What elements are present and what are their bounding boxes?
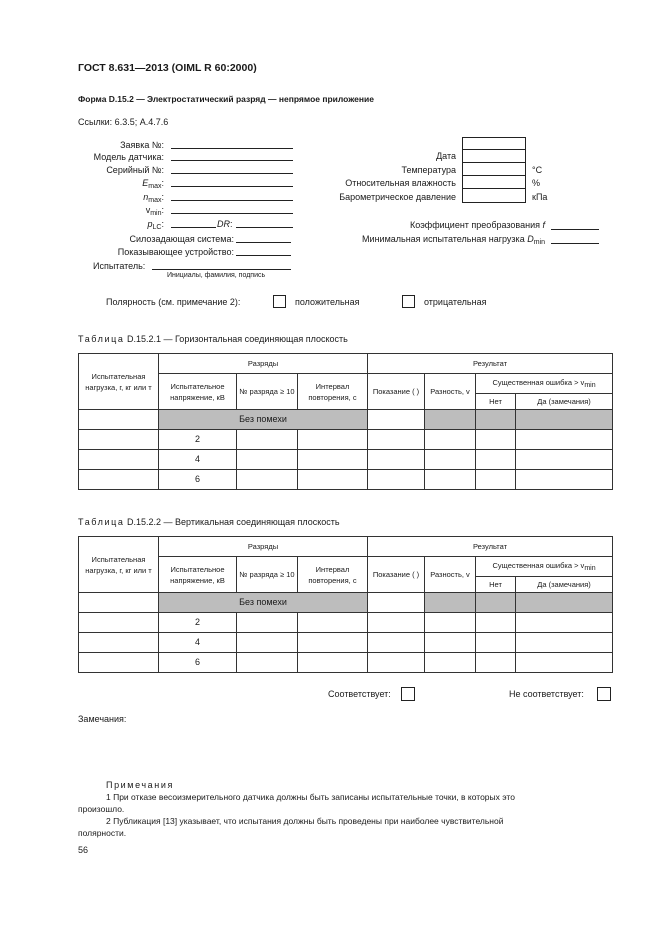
tester-field[interactable] bbox=[152, 269, 291, 270]
table1-cell[interactable] bbox=[79, 470, 159, 490]
table1-cell[interactable] bbox=[476, 430, 516, 450]
table1-cell[interactable] bbox=[237, 470, 298, 490]
table1-cell-gray bbox=[476, 410, 516, 430]
tester-caption: Инициалы, фамилия, подпись bbox=[167, 272, 266, 279]
references: Ссылки: 6.3.5; A.4.7.6 bbox=[78, 117, 169, 127]
table1-col-reading: Показание ( ) bbox=[368, 374, 425, 410]
note-1-line-2: произошло. bbox=[78, 804, 125, 814]
table1-cell[interactable] bbox=[368, 430, 425, 450]
emax-field[interactable] bbox=[171, 186, 293, 187]
table1-cell[interactable] bbox=[425, 450, 476, 470]
table2 bbox=[78, 536, 613, 673]
table2-cell[interactable] bbox=[425, 653, 476, 673]
coefficient-label: Коэффициент преобразования f bbox=[409, 220, 545, 230]
table2-cell[interactable] bbox=[516, 633, 613, 653]
table2-cell[interactable] bbox=[425, 613, 476, 633]
tester-label: Испытатель: bbox=[93, 261, 146, 271]
force-system-label: Силозадающая система: bbox=[129, 234, 234, 244]
table1-cell[interactable] bbox=[425, 470, 476, 490]
table2-col-interval: Интервал повторения, с bbox=[298, 557, 368, 593]
table-row bbox=[79, 450, 613, 470]
table2-cell-gray bbox=[425, 593, 476, 613]
table-row bbox=[79, 613, 613, 633]
table2-col-difference: Разность, v bbox=[425, 557, 476, 593]
table1-cell[interactable] bbox=[516, 450, 613, 470]
table2-voltage-value: 4 bbox=[159, 633, 237, 653]
note-2-line-2: полярности. bbox=[78, 828, 127, 838]
table1-cell[interactable] bbox=[298, 450, 368, 470]
table1-cell[interactable] bbox=[368, 470, 425, 490]
page-number: 56 bbox=[78, 845, 89, 855]
pressure-box[interactable] bbox=[462, 188, 526, 203]
table2-caption: Таблица D.15.2.2 — Вертикальная соединяющая плоскость bbox=[78, 517, 340, 527]
polarity-label: Полярность (см. примечание 2): bbox=[106, 297, 241, 307]
plc-field[interactable] bbox=[171, 227, 216, 228]
table2-cell[interactable] bbox=[476, 613, 516, 633]
table2-voltage-value: 6 bbox=[159, 653, 237, 673]
table1-cell[interactable] bbox=[368, 410, 425, 430]
table2-col-significant: Существенная ошибка > vmin bbox=[476, 557, 613, 577]
pressure-unit: кПа bbox=[532, 192, 548, 202]
table2-cell[interactable] bbox=[298, 653, 368, 673]
pressure-label: Барометрическое давление bbox=[339, 192, 456, 202]
vmin-field[interactable] bbox=[171, 213, 293, 214]
table2-cell-gray bbox=[516, 593, 613, 613]
table1-group-result: Результат bbox=[368, 354, 613, 374]
humidity-label: Относительная влажность bbox=[345, 178, 456, 188]
serial-field[interactable] bbox=[171, 173, 293, 174]
table2-cell[interactable] bbox=[237, 653, 298, 673]
note-1-line-1: 1 При отказе весоизмерительного датчика должны быть записаны испытательные точки, в которых это bbox=[106, 792, 515, 802]
fails-checkbox[interactable] bbox=[597, 687, 611, 701]
table1-cell-gray bbox=[516, 410, 613, 430]
min-load-label: Минимальная испытательная нагрузка $D_{min}$ bbox=[362, 234, 545, 246]
humidity-box[interactable] bbox=[462, 175, 526, 189]
table2-cell[interactable] bbox=[476, 633, 516, 653]
table1-cell[interactable] bbox=[298, 430, 368, 450]
emax-label: $E_{max}$: bbox=[142, 178, 164, 190]
indicating-device-label: Показывающее устройство: bbox=[117, 247, 234, 257]
table1-no-disturbance: Без помехи bbox=[159, 410, 368, 430]
application-label: Заявка №: bbox=[120, 140, 164, 150]
dr-label: DR: bbox=[217, 219, 233, 229]
table1-cell[interactable] bbox=[237, 430, 298, 450]
table2-col-no: Нет bbox=[476, 577, 516, 593]
table-row bbox=[79, 430, 613, 450]
table1-cell-gray bbox=[425, 410, 476, 430]
table1-voltage-value: 2 bbox=[159, 430, 237, 450]
table1-col-no: Нет bbox=[476, 394, 516, 410]
table2-cell[interactable] bbox=[298, 633, 368, 653]
table2-cell[interactable] bbox=[425, 633, 476, 653]
negative-label: отрицательная bbox=[424, 297, 487, 307]
table1-col-interval: Интервал повторения, с bbox=[298, 374, 368, 410]
table1-col-load: Испытательная нагрузка, г, кг или т bbox=[79, 354, 159, 410]
table1-col-yes: Да (замечания) bbox=[516, 394, 613, 410]
table2-col-voltage: Испытательное напряжение, кВ bbox=[159, 557, 237, 593]
date-label: Дата bbox=[436, 151, 456, 161]
table2-cell[interactable] bbox=[476, 653, 516, 673]
table1-cell[interactable] bbox=[425, 430, 476, 450]
application-field[interactable] bbox=[171, 148, 293, 149]
table2-cell-gray bbox=[476, 593, 516, 613]
min-load-field[interactable] bbox=[551, 243, 599, 244]
table2-cell[interactable] bbox=[368, 633, 425, 653]
table1-cell[interactable] bbox=[237, 450, 298, 470]
table2-cell[interactable] bbox=[298, 613, 368, 633]
temperature-label: Температура bbox=[401, 165, 456, 175]
dr-field[interactable] bbox=[236, 227, 293, 228]
table1-cell[interactable] bbox=[516, 430, 613, 450]
temperature-unit: °C bbox=[532, 165, 543, 175]
model-field[interactable] bbox=[171, 160, 293, 161]
form-title: Форма D.15.2 — Электростатический разряд — непрямое приложение bbox=[78, 94, 374, 104]
table2-cell[interactable] bbox=[368, 593, 425, 613]
table2-col-load: Испытательная нагрузка, г, кг или т bbox=[79, 537, 159, 593]
table2-cell[interactable] bbox=[79, 613, 159, 633]
nmax-label: $n_{max}$: bbox=[143, 192, 164, 204]
note-2-line-1: 2 Публикация [13] указывает, что испытания должны быть проведены при наиболее чувствительной bbox=[106, 816, 504, 826]
humidity-unit: % bbox=[532, 178, 541, 188]
positive-checkbox[interactable] bbox=[273, 295, 286, 308]
table1-cell[interactable] bbox=[298, 470, 368, 490]
table1-col-significant: Существенная ошибка > vmin bbox=[476, 374, 613, 394]
coefficient-field[interactable] bbox=[551, 229, 599, 230]
serial-label: Серийный №: bbox=[106, 165, 164, 175]
passes-label: Соответствует: bbox=[328, 689, 391, 699]
indicating-device-field[interactable] bbox=[236, 255, 291, 256]
table-row bbox=[79, 633, 613, 653]
table1-col-difference: Разность, v bbox=[425, 374, 476, 410]
table2-group-result: Результат bbox=[368, 537, 613, 557]
table2-cell[interactable] bbox=[237, 633, 298, 653]
table2-voltage-value: 2 bbox=[159, 613, 237, 633]
temperature-box[interactable] bbox=[462, 162, 526, 176]
table1-group-discharges: Разряды bbox=[159, 354, 368, 374]
standard-title: ГОСТ 8.631—2013 (OIML R 60:2000) bbox=[78, 62, 257, 74]
fails-label: Не соответствует: bbox=[509, 689, 584, 699]
table2-cell[interactable] bbox=[368, 653, 425, 673]
passes-checkbox[interactable] bbox=[401, 687, 415, 701]
table2-group-discharges: Разряды bbox=[159, 537, 368, 557]
table1-cell[interactable] bbox=[79, 430, 159, 450]
notes-title: Примечания bbox=[106, 780, 174, 790]
table-row bbox=[79, 653, 613, 673]
vmin-label: $v_{min}$: bbox=[145, 205, 164, 217]
table1-caption: Таблица D.15.2.1 — Горизонтальная соединяющая плоскость bbox=[78, 334, 348, 344]
table2-cell[interactable] bbox=[368, 613, 425, 633]
table2-cell[interactable] bbox=[237, 613, 298, 633]
table2-col-reading: Показание ( ) bbox=[368, 557, 425, 593]
table2-cell[interactable] bbox=[516, 653, 613, 673]
force-system-field[interactable] bbox=[236, 242, 291, 243]
table2-cell[interactable] bbox=[79, 653, 159, 673]
table1-cell[interactable] bbox=[476, 470, 516, 490]
table1-col-discharge-no: № разряда ≥ 10 bbox=[237, 374, 298, 410]
nmax-field[interactable] bbox=[171, 200, 293, 201]
table1-cell[interactable] bbox=[516, 470, 613, 490]
table1-voltage-value: 4 bbox=[159, 450, 237, 470]
model-label: Модель датчика: bbox=[93, 152, 164, 162]
table1 bbox=[78, 353, 613, 490]
table2-cell[interactable] bbox=[79, 633, 159, 653]
table1-cell[interactable] bbox=[476, 450, 516, 470]
table1-voltage-value: 6 bbox=[159, 470, 237, 490]
remarks-label: Замечания: bbox=[78, 714, 127, 724]
table1-cell[interactable] bbox=[368, 450, 425, 470]
table2-col-discharge-no: № разряда ≥ 10 bbox=[237, 557, 298, 593]
table2-col-yes: Да (замечания) bbox=[516, 577, 613, 593]
table-row bbox=[79, 470, 613, 490]
date-box[interactable] bbox=[462, 149, 526, 163]
table1-cell[interactable] bbox=[79, 450, 159, 470]
table2-cell[interactable] bbox=[79, 593, 159, 613]
plc-label: $p_{LC}$: bbox=[147, 219, 164, 231]
table2-no-disturbance: Без помехи bbox=[159, 593, 368, 613]
table1-col-voltage: Испытательное напряжение, кВ bbox=[159, 374, 237, 410]
negative-checkbox[interactable] bbox=[402, 295, 415, 308]
positive-label: положительная bbox=[295, 297, 360, 307]
table1-cell[interactable] bbox=[79, 410, 159, 430]
table2-cell[interactable] bbox=[516, 613, 613, 633]
